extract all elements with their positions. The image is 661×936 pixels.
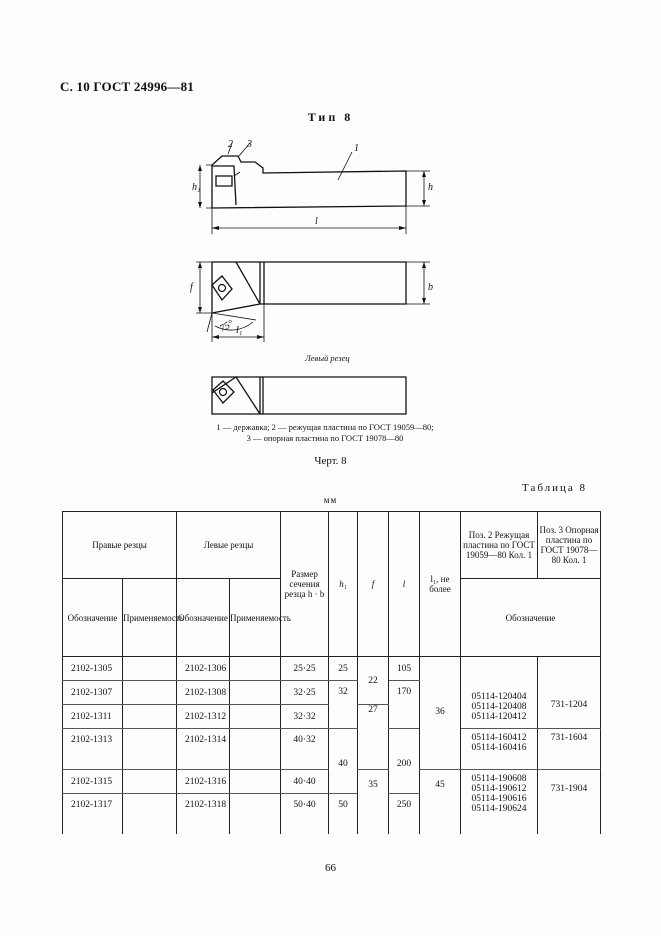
label-f: f <box>190 282 193 293</box>
spec-table <box>62 511 601 834</box>
right-code: 2102-1317 <box>63 794 123 834</box>
section-value: 40·32 <box>281 729 329 770</box>
left-code: 2102-1314 <box>177 729 230 770</box>
support-side-outline <box>216 176 232 186</box>
header-cutting-insert: Поз. 2 Режущая пластина по ГОСТ 19059—80 Кол. 1 <box>461 512 538 579</box>
l-value: 170 <box>389 681 420 729</box>
section-value: 40·40 <box>281 770 329 794</box>
section-value: 32·32 <box>281 705 329 729</box>
cutting-group-3 <box>461 770 538 834</box>
l-value: 200 <box>389 729 420 794</box>
l1-value: 36 <box>420 657 461 770</box>
cutting-code: 05114-120408 <box>471 702 527 712</box>
legend-line-1: 1 — державка; 2 — режущая пластина по ГОСТ 19059—80; <box>216 422 434 432</box>
left-cutter-caption: Левый резец <box>305 353 350 363</box>
right-code: 2102-1307 <box>63 681 123 705</box>
support-value: 731-1604 <box>538 729 601 770</box>
f-value: 35 <box>358 770 389 834</box>
header-left-designation: Обозначение <box>177 579 230 657</box>
cutting-code: 05114-160412 <box>471 733 527 743</box>
header-right-designation: Обозначение <box>63 579 123 657</box>
h1-value: 25 <box>329 657 358 681</box>
figure-caption: Черт. 8 <box>314 455 347 467</box>
unit-label: мм <box>323 495 338 505</box>
cutting-group-2 <box>461 729 538 770</box>
insert-top-outline <box>212 276 232 300</box>
header-left-applicability: Применяемость <box>230 579 281 657</box>
left-holder-outline <box>212 377 406 414</box>
l1-value: 45 <box>420 770 461 834</box>
label-l1: l₁ <box>236 325 243 336</box>
type-title: Тип 8 <box>307 110 354 124</box>
label-h1: h₁ <box>192 182 201 193</box>
label-b: b <box>428 282 433 293</box>
left-code: 2102-1316 <box>177 770 230 794</box>
h1-value: 50 <box>329 794 358 834</box>
page-number: 66 <box>325 862 336 874</box>
header-designation: Обозначение <box>461 579 601 657</box>
header-left-cutters: Левые резцы <box>177 512 281 579</box>
section-value: 50·40 <box>281 794 329 834</box>
label-l: l <box>315 216 318 227</box>
cutting-code: 05114-120404 <box>471 692 527 702</box>
header-l: l <box>389 512 420 657</box>
label-pos2: 2 <box>228 139 233 150</box>
label-angle: 75° <box>218 318 236 335</box>
header-right-applicability: Применяемость <box>123 579 177 657</box>
header-section: Размер сечения резца h · b <box>281 512 329 657</box>
left-code: 2102-1306 <box>177 657 230 681</box>
cutter-drawing <box>0 0 661 440</box>
f-value: 27 <box>358 705 389 770</box>
header-l1: l₁, не более <box>420 512 461 657</box>
header-f: f <box>358 512 389 657</box>
cutting-group-1 <box>461 657 538 729</box>
label-h: h <box>428 182 433 193</box>
left-code: 2102-1312 <box>177 705 230 729</box>
right-code: 2102-1313 <box>63 729 123 770</box>
support-value: 731-1204 <box>538 657 601 729</box>
cutting-code: 05114-190608 <box>471 774 527 784</box>
left-code: 2102-1318 <box>177 794 230 834</box>
left-insert-outline <box>213 381 234 403</box>
label-pos1: 1 <box>354 143 359 154</box>
cutting-code: 05114-190624 <box>471 804 527 814</box>
header-support-insert: Поз. 3 Опорная пластина по ГОСТ 19078—80 Кол. 1 <box>538 512 601 579</box>
header-h1: h₁ <box>329 512 358 657</box>
table-title: Таблица 8 <box>522 482 588 494</box>
drawing-legend <box>150 422 500 444</box>
holder-side-outline <box>212 156 406 208</box>
h1-value: 40 <box>329 729 358 794</box>
label-pos3: 3 <box>247 139 252 150</box>
section-value: 25·25 <box>281 657 329 681</box>
cutting-code: 05114-120412 <box>471 712 527 722</box>
right-code: 2102-1315 <box>63 770 123 794</box>
cutting-code: 05114-160416 <box>471 743 527 753</box>
document-header: С. 10 ГОСТ 24996—81 <box>60 79 194 94</box>
h1-value: 32 <box>329 681 358 729</box>
cutting-code: 05114-190612 <box>471 784 527 794</box>
support-value: 731-1904 <box>538 770 601 834</box>
header-right-cutters: Правые резцы <box>63 512 177 579</box>
f-value: 22 <box>358 657 389 705</box>
l-value: 105 <box>389 657 420 681</box>
right-code: 2102-1311 <box>63 705 123 729</box>
section-value: 32·25 <box>281 681 329 705</box>
right-code: 2102-1305 <box>63 657 123 681</box>
legend-line-2: 3 — опорная пластина по ГОСТ 19078—80 <box>246 433 404 443</box>
l-value: 250 <box>389 794 420 834</box>
cutting-code: 05114-190616 <box>471 794 527 804</box>
left-code: 2102-1308 <box>177 681 230 705</box>
